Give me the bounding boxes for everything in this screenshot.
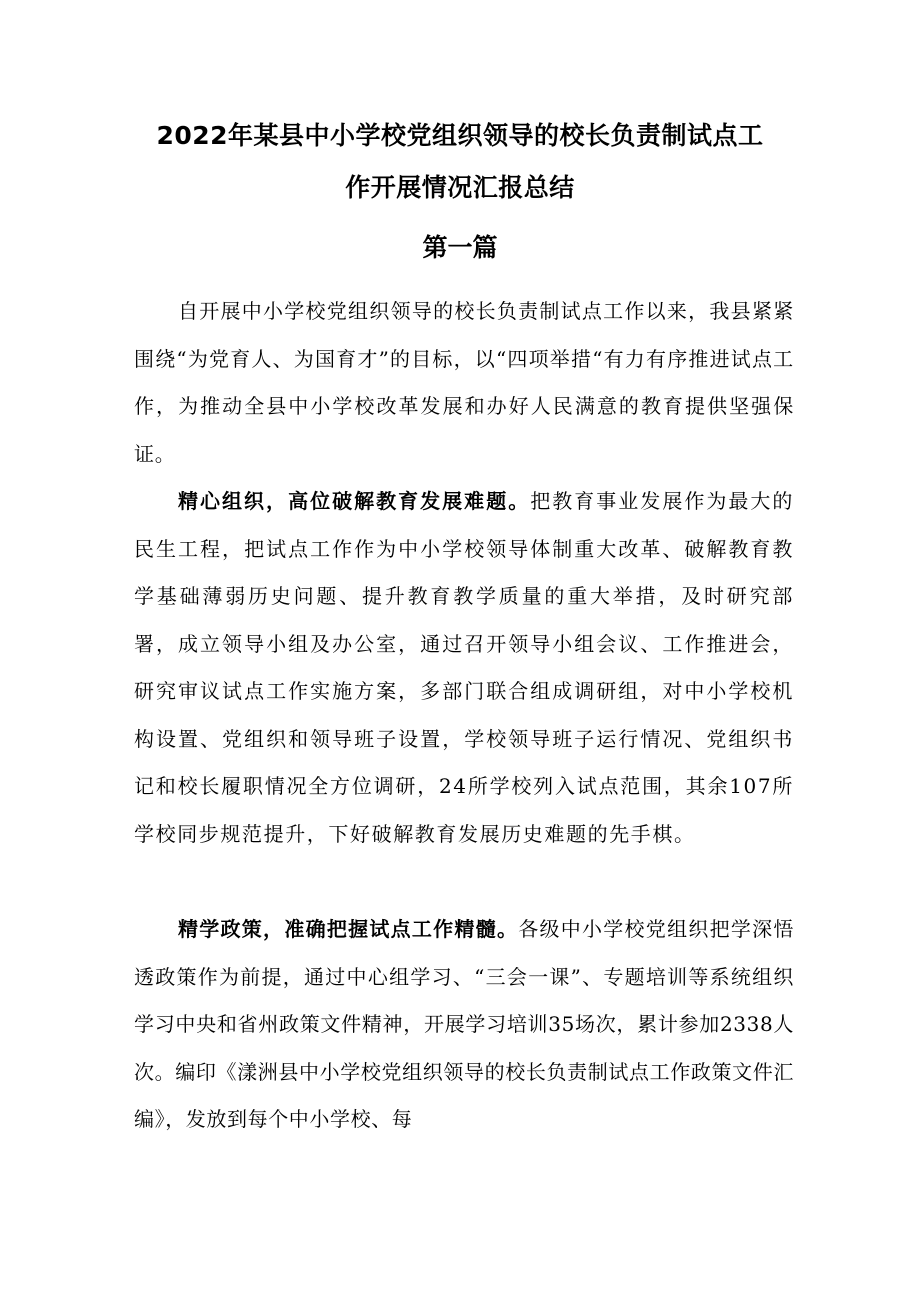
document-title-line-2: 作开展情况汇报总结 (345, 173, 575, 202)
paragraph-body: 自开展中小学校党组织领导的校长负责制试点工作以来，我县紧紧围绕“为党育人、为国育才”的目标，以“四项举措“有力有序推进试点工作，为推动全县中小学校改革发展和办好人民满意的教育提供坚强保证。 (134, 299, 794, 466)
paragraph-body: 把教育事业发展作为最大的民生工程，把试点工作作为中小学校领导体制重大改革、破解教育教学基础薄弱历史问题、提升教育教学质量的重大举措，及时研究部署，成立领导小组及办公室，通过召开领导小组会议、工作推进会，研究审议试点工作实施方案，多部门联合组成调研组，对中小学校机构设置、党组织和领导班子设置，学校领导班子运行情况、党组织书记和校长履职情况全方位调研，24所学校列入试点范围，其余107所学校同步规范提升，下好破解教育发展历史难题的先手棋。 (134, 489, 794, 846)
paragraph-lead: 精学政策，准确把握试点工作精髓。 (178, 917, 519, 941)
paragraph-lead: 精心组织，高位破解教育发展难题。 (178, 489, 531, 513)
section-heading: 第一篇 (422, 233, 498, 262)
document-title-line-1: 2022年某县中小学校党组织领导的校长负责制试点工 (156, 121, 764, 150)
paragraph-body: 各级中小学校党组织把学深悟透政策作为前提，通过中心组学习、“三会一课”、专题培训等系统组织学习中央和省州政策文件精神，开展学习培训35场次，累计参加2338人次。编印《漾洲县中小学校党组织领导的校长负责制试点工作政策文件汇编》，发放到每个中小学校、每 (134, 917, 794, 1131)
intro-paragraph (134, 288, 794, 478)
paragraph-organization (134, 478, 794, 858)
paragraph-policy (134, 906, 794, 1144)
